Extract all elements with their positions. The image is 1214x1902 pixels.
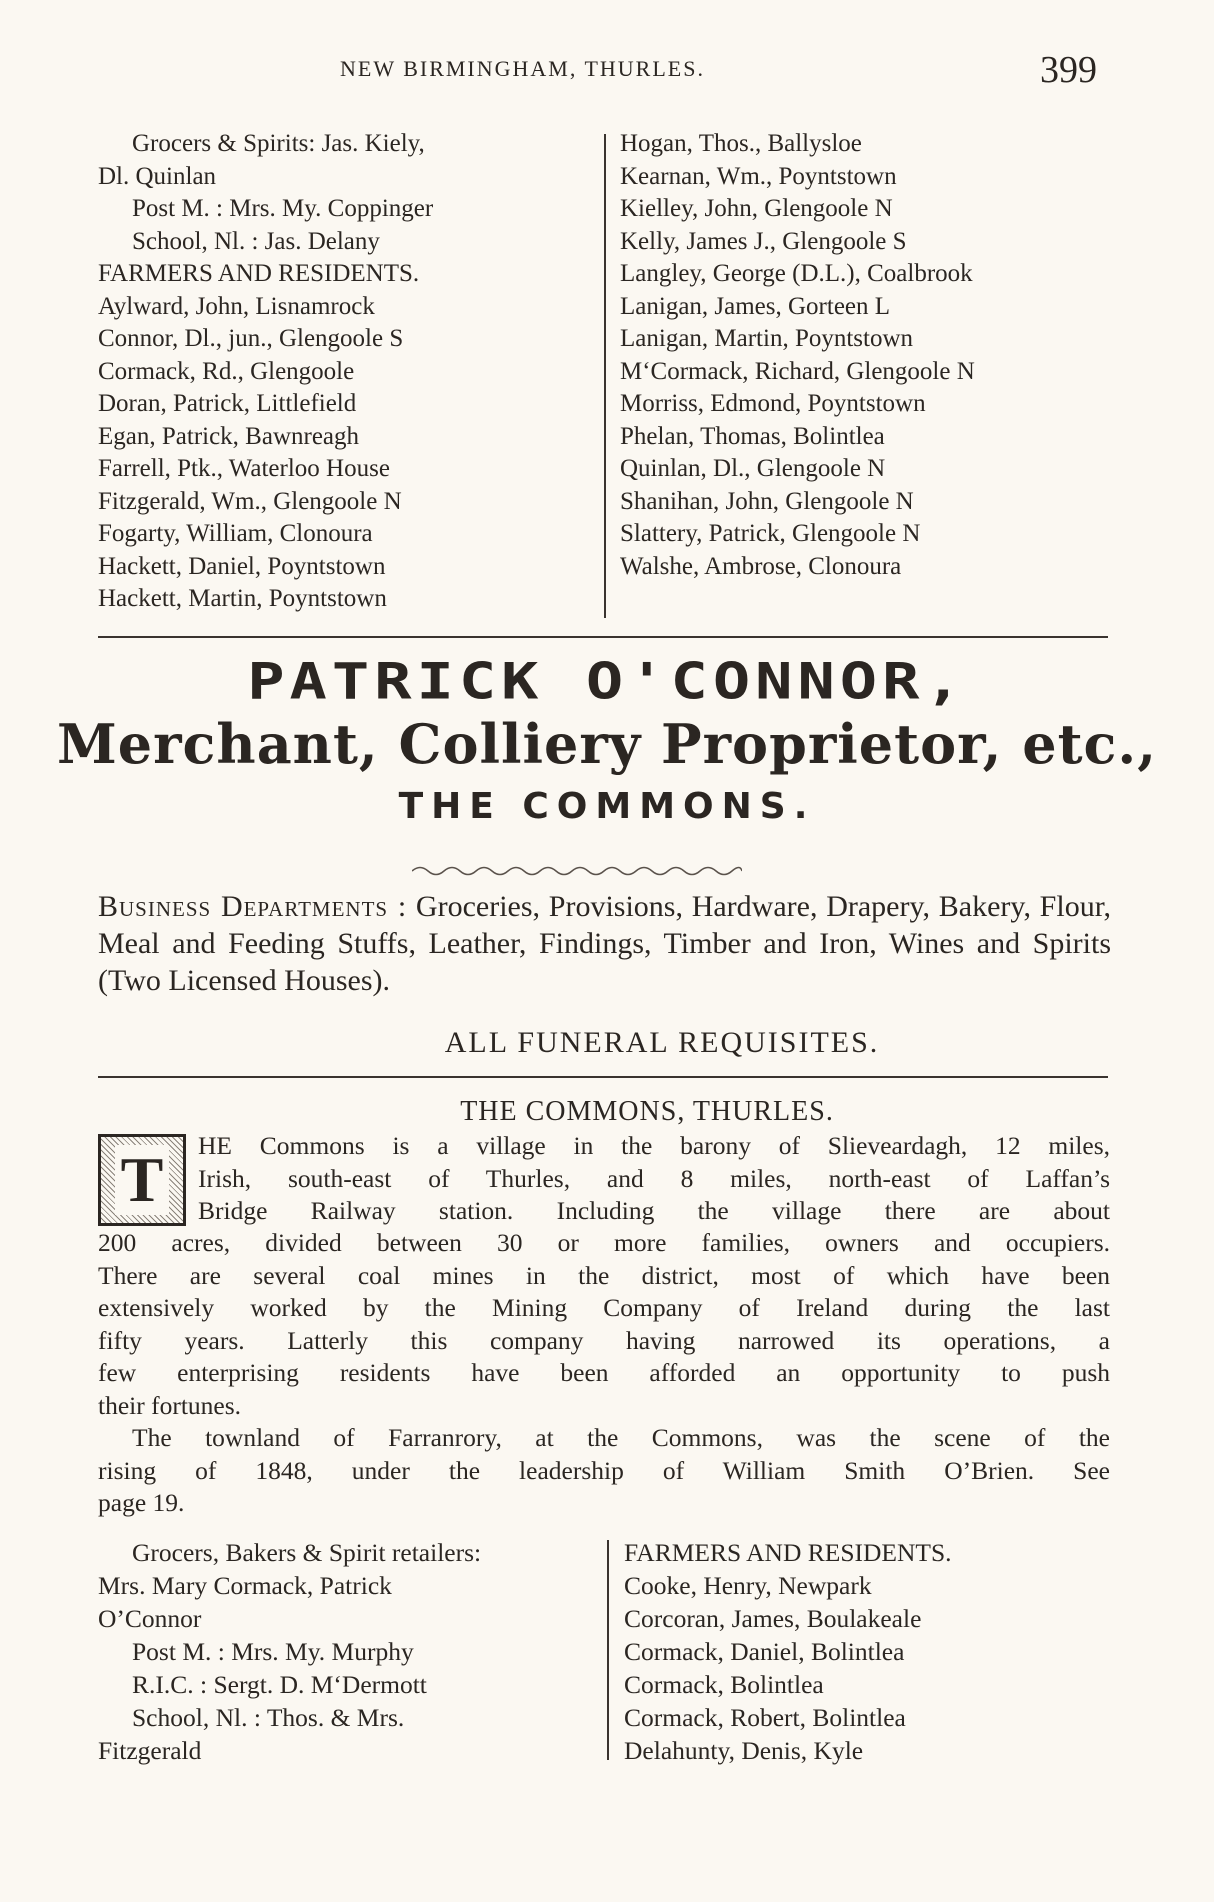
entry: Doran, Patrick, Littlefield [98,390,357,417]
entry: Cormack, Rd., Glengoole [98,357,355,385]
running-head: NEW BIRMINGHAM, THURLES. [340,56,705,81]
section-title: THE COMMONS, THURLES. [460,1096,834,1127]
entry: Farrell, Ptk., Waterloo House [98,455,390,482]
bottom-right-column [624,1536,1124,1767]
text-line: fifty years. Latterly this company having narrowed its operations, a [98,1325,1110,1355]
entry: Connor, Dl., jun., Glengoole S [98,325,404,352]
section-heading: FARMERS AND RESIDENTS. [624,1538,952,1567]
text-line: Irish, south-east of Thurles, and 8 miles, north-east of Laffan’s [198,1163,1110,1193]
text-line: rising of 1848, under the leadership of William Smith O’Brien. See [98,1455,1110,1485]
advert-name: PATRICK O'CONNOR, [247,652,967,711]
entry: Lanigan, James, Gorteen L [620,292,891,320]
entry: Aylward, John, Lisnamrock [98,292,375,320]
entry: Fitzgerald [98,1736,202,1765]
entry: Langley, George (D.L.), Coalbrook [620,260,973,287]
top-left-column [98,128,598,616]
drop-cap-letter: T [115,1145,170,1215]
drop-cap [98,1134,186,1226]
entry: School, Nl. : Jas. Delany [132,227,380,255]
entry: Shanihan, John, Glengoole N [620,487,914,515]
advert-subtitle: THE COMMONS. [398,786,816,827]
column-divider [604,134,606,618]
entry: Fitzgerald, Wm., Glengoole N [98,487,402,515]
departments-text: Groceries, Provisions, Hardware, Drapery, Bakery, Flour, Meal and Feeding Stuffs, Leather, Findings, Timber and Iron, Wines and Spirits (Two Licensed Houses). [98,890,1111,997]
entry: Corcoran, James, Boulakeale [624,1604,922,1633]
section-heading: FARMERS AND RESIDENTS. [98,260,420,287]
text-line: their fortunes. [98,1390,242,1420]
entry: Phelan, Thomas, Bolintlea [620,422,885,450]
bottom-left-column [98,1536,598,1767]
text-line: The townland of Farranrory, at the Commons, was the scene of the [132,1423,1110,1452]
entry: Hackett, Martin, Poyntstown [98,585,387,612]
text-line: There are several coal mines in the district, most of which have been [98,1260,1110,1290]
entry: Walshe, Ambrose, Clonoura [620,552,902,580]
advert-title: Merchant, Colliery Proprietor, etc., [56,712,1158,776]
entry: Cormack, Bolintlea [624,1670,824,1699]
text-line: 200 acres, divided between 30 or more families, owners and occupiers. [98,1228,1110,1257]
entry: Morriss, Edmond, Poyntstown [620,390,926,417]
entry: Grocers & Spirits: Jas. Kiely, [132,130,425,157]
entry: Cormack, Robert, Bolintlea [624,1703,906,1732]
top-right-column [620,128,1120,583]
business-departments [98,888,1111,999]
entry: Mrs. Mary Cormack, Patrick [98,1571,392,1600]
entry: Slattery, Patrick, Glengoole N [620,520,921,547]
entry: R.I.C. : Sergt. D. M‘Dermott [132,1670,427,1699]
entry: Egan, Patrick, Bawnreagh [98,422,360,450]
flourish-ornament [412,864,742,878]
entry: Hackett, Daniel, Poyntstown [98,552,386,580]
entry: Post M. : Mrs. My. Coppinger [132,195,434,222]
entry: Post M. : Mrs. My. Murphy [132,1637,414,1666]
departments-label: Business Departments : [98,890,408,923]
text-line: few enterprising residents have been afforded an opportunity to push [98,1358,1110,1387]
entry: Delahunty, Denis, Kyle [624,1736,864,1765]
entry: Lanigan, Martin, Poyntstown [620,325,914,352]
entry: M‘Cormack, Richard, Glengoole N [620,357,975,385]
page-number: 399 [1040,49,1097,91]
entry: Kearnan, Wm., Poyntstown [620,162,897,190]
entry: Grocers, Bakers & Spirit retailers: [132,1538,482,1567]
entry: Quinlan, Dl., Glengoole N [620,455,886,482]
entry: Dl. Quinlan [98,162,217,190]
entry: Fogarty, William, Clonoura [98,520,373,547]
entry: Cooke, Henry, Newpark [624,1571,872,1600]
entry: School, Nl. : Thos. & Mrs. [132,1703,405,1732]
rule-bottom [98,1076,1108,1078]
text-line: extensively worked by the Mining Company of Ireland during the last [98,1293,1110,1322]
intro-lines [198,1130,1110,1228]
entry: Cormack, Daniel, Bolintlea [624,1637,905,1666]
text-line: Bridge Railway station. Including the village there are about [198,1196,1110,1225]
entry: Hogan, Thos., Ballysloe [620,130,862,157]
funeral-line: ALL FUNERAL REQUISITES. [444,1026,880,1059]
column-divider [607,1540,609,1760]
entry: Kelly, James J., Glengoole S [620,227,907,255]
page-header [0,49,1214,92]
body-paragraph [98,1227,1110,1520]
text-line: page 19. [98,1488,185,1517]
rule-top [98,636,1108,638]
entry: O’Connor [98,1604,202,1633]
text-line: HE Commons is a village in the barony of Slieveardagh, 12 miles, [198,1131,1110,1160]
entry: Kielley, John, Glengoole N [620,195,893,222]
